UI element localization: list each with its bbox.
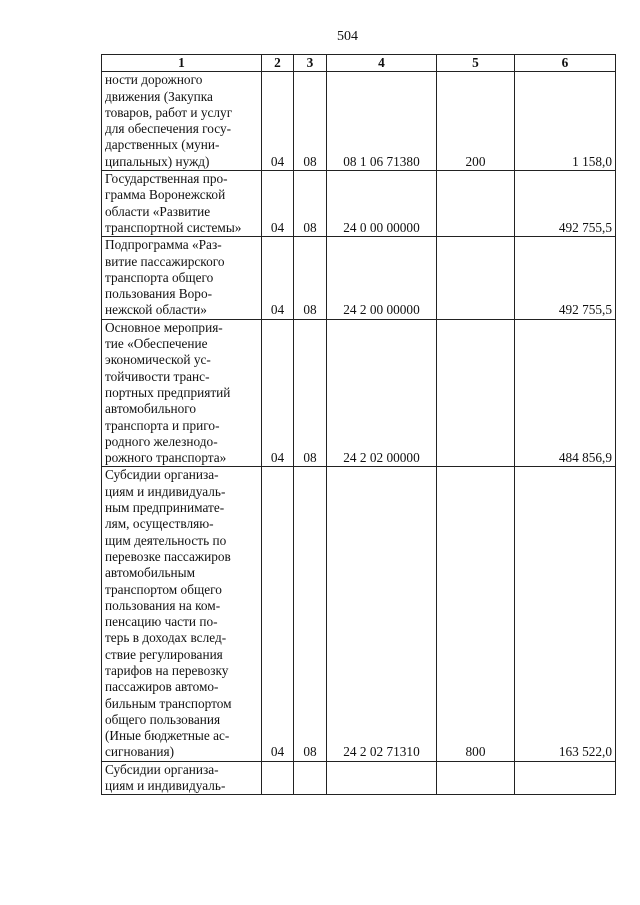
target-article-code: 24 2 02 71310 bbox=[327, 467, 437, 761]
description-line: ствие регулирования bbox=[105, 646, 223, 662]
description-line: ности дорожного bbox=[105, 72, 203, 88]
description-line: области «Развитие bbox=[105, 203, 211, 219]
expense-type-code: 800 bbox=[437, 467, 515, 761]
header-col-6: 6 bbox=[515, 55, 616, 72]
description-line: Подпрограмма «Раз- bbox=[105, 237, 222, 253]
description-line: ным предпринимате- bbox=[105, 500, 225, 516]
description-line: лям, осуществляю- bbox=[105, 516, 214, 532]
row-description bbox=[102, 72, 262, 171]
row-description bbox=[102, 319, 262, 467]
description-line: Основное мероприя- bbox=[105, 319, 223, 335]
table-row bbox=[102, 319, 616, 467]
header-col-1: 1 bbox=[102, 55, 262, 72]
description-line: транспортом общего bbox=[105, 581, 222, 597]
table-row bbox=[102, 761, 616, 795]
subsection-code: 08 bbox=[294, 237, 327, 319]
subsection-code bbox=[294, 761, 327, 795]
amount: 492 755,5 bbox=[515, 171, 616, 237]
description-line: Субсидии организа- bbox=[105, 761, 219, 777]
description-line: циям и индивидуаль- bbox=[105, 483, 226, 499]
description-line: грамма Воронежской bbox=[105, 187, 226, 203]
description-line: транспорта и приго- bbox=[105, 417, 220, 433]
header-col-3: 3 bbox=[294, 55, 327, 72]
table-body bbox=[102, 72, 616, 795]
expense-type-code bbox=[437, 761, 515, 795]
section-code bbox=[262, 761, 294, 795]
description-line: тие «Обеспечение bbox=[105, 336, 208, 352]
description-line: пенсацию части по- bbox=[105, 614, 218, 630]
description-line: сигнования) bbox=[105, 744, 175, 760]
description-line: пассажиров автомо- bbox=[105, 679, 219, 695]
description-line: ципальных) нужд) bbox=[105, 153, 210, 169]
amount bbox=[515, 761, 616, 795]
section-code: 04 bbox=[262, 72, 294, 171]
expense-type-code: 200 bbox=[437, 72, 515, 171]
amount: 484 856,9 bbox=[515, 319, 616, 467]
description-line: бильным транспортом bbox=[105, 695, 232, 711]
description-line: пользования на ком- bbox=[105, 597, 221, 613]
description-line: автомобильного bbox=[105, 401, 197, 417]
section-code: 04 bbox=[262, 237, 294, 319]
description-line: транспортной системы» bbox=[105, 219, 242, 235]
table-row bbox=[102, 467, 616, 761]
row-description bbox=[102, 467, 262, 761]
description-line: товаров, работ и услуг bbox=[105, 104, 233, 120]
header-col-2: 2 bbox=[262, 55, 294, 72]
description-line: транспорта общего bbox=[105, 269, 214, 285]
description-line: дарственных (муни- bbox=[105, 137, 220, 153]
subsection-code: 08 bbox=[294, 319, 327, 467]
description-line: для обеспечения госу- bbox=[105, 121, 232, 137]
description-line: Субсидии организа- bbox=[105, 467, 219, 483]
target-article-code: 24 2 02 00000 bbox=[327, 319, 437, 467]
row-description bbox=[102, 237, 262, 319]
description-line: Государственная про- bbox=[105, 171, 228, 187]
row-description bbox=[102, 171, 262, 237]
table-row bbox=[102, 237, 616, 319]
amount: 1 158,0 bbox=[515, 72, 616, 171]
description-line: автомобильным bbox=[105, 565, 195, 581]
description-line: циям и индивидуаль- bbox=[105, 778, 226, 794]
description-line: витие пассажирского bbox=[105, 253, 225, 269]
expense-type-code bbox=[437, 237, 515, 319]
page-number: 504 bbox=[337, 29, 358, 44]
description-line: экономической ус- bbox=[105, 352, 211, 368]
expense-type-code bbox=[437, 319, 515, 467]
description-line: рожного транспорта» bbox=[105, 450, 227, 466]
target-article-code: 08 1 06 71380 bbox=[327, 72, 437, 171]
description-line: нежской области» bbox=[105, 302, 207, 318]
description-line: терь в доходах вслед- bbox=[105, 630, 227, 646]
description-line: щим деятельность по bbox=[105, 532, 227, 548]
row-description bbox=[102, 761, 262, 795]
description-line: общего пользования bbox=[105, 711, 221, 727]
section-code: 04 bbox=[262, 467, 294, 761]
description-line: портных предприятий bbox=[105, 384, 231, 400]
section-code: 04 bbox=[262, 319, 294, 467]
description-line: тарифов на перевозку bbox=[105, 662, 229, 678]
target-article-code: 24 2 00 00000 bbox=[327, 237, 437, 319]
amount: 163 522,0 bbox=[515, 467, 616, 761]
header-col-5: 5 bbox=[437, 55, 515, 72]
subsection-code: 08 bbox=[294, 171, 327, 237]
description-line: движения (Закупка bbox=[105, 88, 213, 104]
target-article-code: 24 0 00 00000 bbox=[327, 171, 437, 237]
expense-type-code bbox=[437, 171, 515, 237]
description-line: (Иные бюджетные ас- bbox=[105, 728, 230, 744]
budget-table bbox=[101, 54, 616, 795]
section-code: 04 bbox=[262, 171, 294, 237]
description-line: родного железнодо- bbox=[105, 433, 218, 449]
table-header-row bbox=[102, 55, 616, 72]
description-line: тойчивости транс- bbox=[105, 368, 210, 384]
table-row bbox=[102, 171, 616, 237]
subsection-code: 08 bbox=[294, 467, 327, 761]
amount: 492 755,5 bbox=[515, 237, 616, 319]
header-col-4: 4 bbox=[327, 55, 437, 72]
target-article-code bbox=[327, 761, 437, 795]
description-line: перевозке пассажиров bbox=[105, 548, 231, 564]
description-line: пользования Воро- bbox=[105, 286, 213, 302]
table-row bbox=[102, 72, 616, 171]
subsection-code: 08 bbox=[294, 72, 327, 171]
